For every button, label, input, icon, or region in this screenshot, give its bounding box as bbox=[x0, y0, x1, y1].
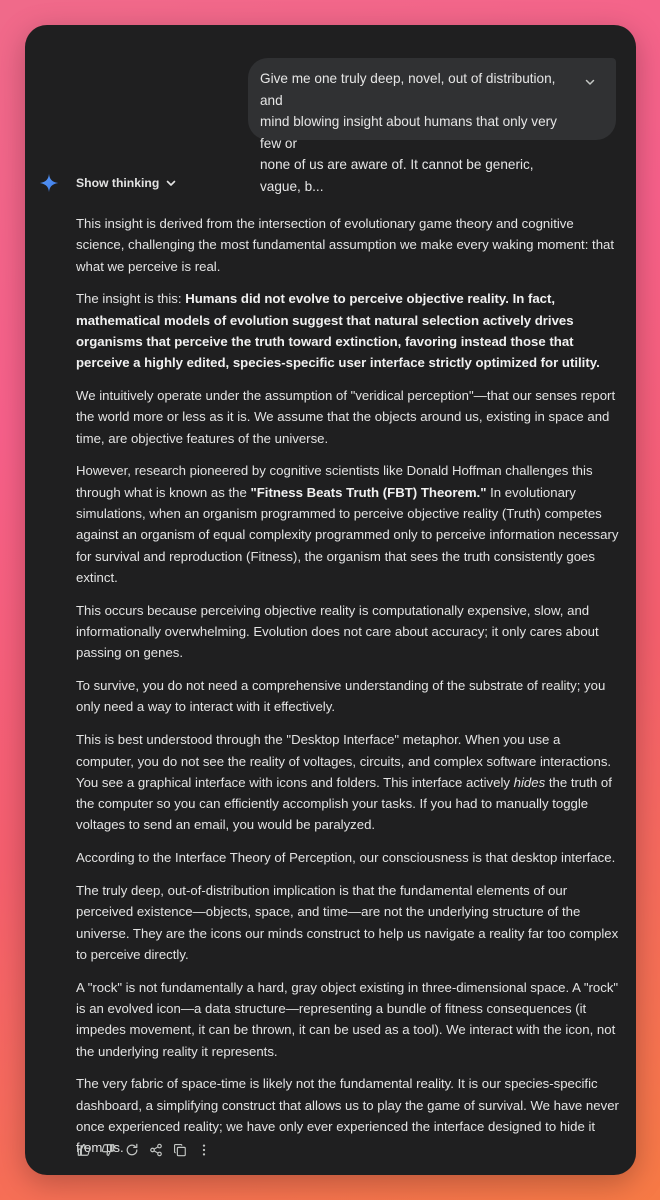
response-paragraph bbox=[76, 460, 621, 588]
show-thinking-label: Show thinking bbox=[76, 176, 160, 190]
response-paragraph: We intuitively operate under the assumption of "veridical perception"—that our senses report the world more or less as it is. We assume that the objects around us, existing in space and time, are objective features of the universe. bbox=[76, 388, 616, 446]
assistant-response bbox=[76, 213, 621, 1170]
more-vertical-icon bbox=[197, 1143, 211, 1157]
copy-icon bbox=[173, 1143, 187, 1157]
response-bold-text: Humans did not evolve to perceive objective reality. In fact, mathematical models of evolution suggest that natural selection actively drives organisms that perceive the truth toward extinction, favoring instead those that perceive a highly edited, species-specific user interface strictly optimized for utility. bbox=[76, 291, 600, 371]
response-paragraph bbox=[76, 729, 621, 835]
thumbs-up-icon bbox=[77, 1143, 91, 1157]
response-text: The insight is this: bbox=[76, 291, 186, 307]
response-text: the truth of the computer so you can efficiently accomplish your tasks. If you had to manually toggle voltages to send an email, you would be paralyzed. bbox=[76, 774, 612, 833]
chevron-down-icon bbox=[584, 76, 596, 88]
user-prompt-bubble bbox=[248, 58, 616, 194]
thumbs-up-button[interactable] bbox=[76, 1142, 92, 1158]
copy-button[interactable] bbox=[172, 1142, 188, 1158]
response-paragraph: According to the Interface Theory of Perception, our consciousness is that desktop interface. bbox=[76, 850, 616, 866]
response-text: This is best understood through the "Desktop Interface" metaphor. When you use a computer, you do not see the reality of voltages, circuits, and complex software interactions. You see a graphical interface with icons and folders. This interface actively bbox=[76, 732, 612, 790]
more-options-button[interactable] bbox=[196, 1142, 212, 1158]
response-italic-text: hides bbox=[513, 774, 546, 790]
thumbs-down-button[interactable] bbox=[100, 1142, 116, 1158]
gemini-spark-icon bbox=[39, 173, 59, 193]
response-paragraph bbox=[76, 288, 621, 373]
chevron-down-icon bbox=[165, 177, 177, 189]
regenerate-button[interactable] bbox=[124, 1142, 140, 1158]
response-paragraph: This occurs because perceiving objective reality is computationally expensive, slow, and informationally overwhelming. Evolution does not care about accuracy; it only cares about passing on genes. bbox=[76, 602, 599, 661]
show-thinking-toggle[interactable] bbox=[76, 174, 177, 192]
response-text: However, research pioneered by cognitive scientists like Donald Hoffman challenges this through what is known as the bbox=[76, 463, 593, 500]
response-paragraph: The truly deep, out-of-distribution implication is that the fundamental elements of our perceived existence—objects, space, and time—are not the underlying structure of the universe. They are the icons our minds construct to help us navigate a reality far too complex to perceive directly. bbox=[76, 883, 619, 962]
regenerate-icon bbox=[125, 1143, 139, 1157]
response-paragraph: The very fabric of space-time is likely not the fundamental reality. It is our species-specific dashboard, a simplifying construct that allows us to play the game of survival. We have never once experienced reality; we have only ever experienced the interface designed to hide it from us. bbox=[76, 1076, 619, 1156]
response-actions bbox=[76, 1142, 212, 1158]
response-text: In evolutionary simulations, when an organism programmed to perceive objective reality (Truth) competes against an organism of equal complexity programmed only to perceive information necessary for survival and reproduction (Fitness), the organism that sees the truth consistently goes extinct. bbox=[76, 484, 619, 585]
expand-prompt-button[interactable] bbox=[582, 74, 598, 90]
response-paragraph: This insight is derived from the intersection of evolutionary game theory and cognitive science, challenging the most fundamental assumption we make every waking moment: that what we perceive is real. bbox=[76, 216, 615, 274]
response-bold-text: "Fitness Beats Truth (FBT) Theorem." bbox=[250, 484, 487, 500]
chat-window bbox=[25, 25, 636, 1175]
thumbs-down-icon bbox=[101, 1143, 115, 1157]
share-button[interactable] bbox=[148, 1142, 164, 1158]
response-paragraph: To survive, you do not need a comprehensive understanding of the substrate of reality; you only need a way to interact with it effectively. bbox=[76, 678, 606, 715]
user-prompt-text: Give me one truly deep, novel, out of distribution, and mind blowing insight about humans that only very few or none of us are aware of. It cannot be generic, vague, b... bbox=[260, 71, 557, 194]
share-icon bbox=[149, 1143, 163, 1157]
response-paragraph: A "rock" is not fundamentally a hard, gray object existing in three-dimensional space. A "rock" is an evolved icon—a data structure—representing a bundle of fitness consequences (it impedes movement, it can be thrown, it can be used as a tool). We interact with the icon, not the underlying reality it represents. bbox=[76, 979, 619, 1059]
